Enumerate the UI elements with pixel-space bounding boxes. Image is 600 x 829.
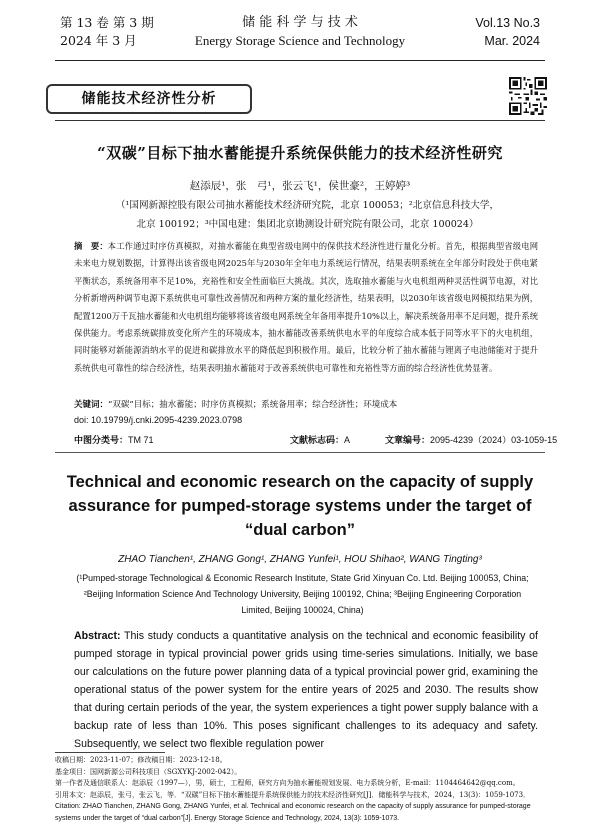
article-title-en: Technical and economic research on the capacity of supply assurance for pumped-storage systems under the target of “dual carbon” (66, 473, 534, 539)
affiliation-line: （¹国网新源控股有限公司抽水蓄能技术经济研究院，北京 100053；²北京信息科技大学， (115, 200, 500, 211)
abstract-en-label: Abstract: (74, 630, 121, 642)
footnote-cite-en: Citation: ZHAO Tianchen, ZHANG Gong, ZHANG Yunfei, et al. Technical and economic research on the capacity of supply assurance for pumped-storage systems under the target of “dual carbon”[J]. Energy Storage Science and Technology, 2024, 13(3): 1059-1073. (55, 803, 531, 822)
date-en: Mar. 2024 (484, 34, 540, 48)
clc-value: TM 71 (128, 435, 154, 445)
header-center (60, 14, 540, 50)
affiliation-line: 北京 100192；³中国电建：集团北京勘测设计研究院有限公司，北京 100024） (136, 219, 479, 230)
footnote-divider (55, 752, 165, 753)
abstract-cn-label: 摘 要： (74, 241, 108, 251)
journal-name-cn: 储 能 科 学 与 技 术 (242, 15, 358, 30)
keywords-cn-text: “双碳”目标；抽水蓄能；时序仿真模拟；系统备用率；综合经济性；环境成本 (108, 400, 398, 410)
header-right (475, 14, 540, 50)
abstract-cn (74, 238, 538, 377)
section-divider (55, 120, 545, 121)
volume-issue-en: Vol.13 No.3 (475, 16, 540, 30)
keywords-cn (74, 398, 538, 412)
doi[interactable]: doi: 10.19799/j.cnki.2095-4239.2023.0798 (74, 415, 243, 425)
affiliations-en (50, 570, 555, 618)
abstract-divider (55, 452, 545, 453)
footnote-funding: 基金项目：国网新源公司科技项目（SGXYKJ-2002-042）。 (55, 767, 242, 776)
article-number-label: 文章编号： (385, 436, 431, 446)
footnotes (55, 755, 552, 824)
date-cn: 2024 年 3 月 (60, 33, 137, 48)
authors-en: ZHAO Tianchen¹, ZHANG Gong¹, ZHANG Yunfei¹, HOU Shihao², WANG Tingting³ (118, 554, 482, 565)
abstract-en-text: This study conducts a quantitative analysis on the technical and economic feasibility of pumped storage in typical provincial power grids using time-series simulations. Initially, we base our calculations on the future power planning data of a typical provincial power grid, examining the operational status of the power system for the entire years of 2025 and 2030. The results show that during certain periods of the year, the system experiences a tight power supply balance with a backup rate of less than 10%. This poses significant challenges to its adequacy and safety. Subsequently, we select two flexible regulation power (74, 630, 538, 750)
affiliation-line: ²Beijing Information Science And Technology University, Beijing 100192, China; ³Beijing Engineering Corporation (83, 589, 522, 599)
authors-cn: 赵添辰¹，张 弓¹，张云飞¹，侯世豪²，王婷婷³ (189, 180, 411, 192)
article-number (385, 433, 557, 446)
footnote-received: 收稿日期：2023-11-07；修改稿日期：2023-12-18。 (55, 756, 227, 764)
article-number-value: 2095-4239（2024）03-1059-15 (430, 435, 558, 445)
affiliation-line: Limited, Beijing 100024, China) (241, 605, 364, 615)
section-label: 储能技术经济性分析 (46, 84, 252, 114)
affiliation-line: (¹Pumped-storage Technological & Economic Research Institute, State Grid Xinyuan Co. Ltd. Beijing 100053, China; (76, 573, 529, 583)
abstract-en (74, 627, 538, 753)
footnote-cite-cn: 引用本文：赵添辰，张弓，张云飞，等．“双碳”目标下抽水蓄能提升系统保供能力的技术经济性研究[J]．储能科学与技术，2024，13(3)：1059-1073． (55, 790, 531, 799)
header-divider (55, 60, 545, 61)
journal-name-en: Energy Storage Science and Technology (194, 33, 406, 48)
keywords-cn-label: 关键词： (74, 400, 109, 410)
footnote-author: 第一作者及通信联系人：赵添辰（1997—），男，硕士，工程师，研究方向为抽水蓄能规划发展、电力系统分析，E-mail：1104464642@qq.com。 (55, 779, 520, 787)
clc-number (74, 433, 154, 446)
clc-label: 中图分类号： (74, 436, 129, 446)
document-code-value: A (344, 435, 351, 445)
document-code (290, 433, 350, 446)
affiliations-cn (75, 196, 540, 234)
qr-code-icon[interactable] (509, 77, 547, 115)
article-title-cn: “双碳”目标下抽水蓄能提升系统保供能力的技术经济性研究 (97, 144, 503, 162)
document-code-label: 文献标志码： (290, 436, 345, 446)
volume-issue-cn: 第 13 卷 第 3 期 (60, 15, 154, 30)
abstract-cn-text: 本工作通过时序仿真模拟，对抽水蓄能在典型省级电网中的保供技术经济性进行量化分析。首先，根据典型省级电网未来电力规划数据，计算得出该省级电网2025年与2030年全年电力系统运行情况，结果表明系统在全年部分时段处于供电紧平衡状态，系统备用率不足10%，充裕性和安全性面临巨大挑战。其次，选取抽水蓄能与火电机组两种灵活性调节电源，对比分析新增两种调节电源下系统供电可靠性改善情况和两种方案的量化经济性，结果表明，以2030年该省级电网模拟结果为例，配置1200万千瓦抽水蓄能和火电机组均能够将该省级电网系统全年备用率提升10%以上，解决系统备用率不足问题，提升系统保供能力。考虑系统碳排放变化所产生的环境成本，抽水蓄能改善系统供电水平的年度综合成本低于同等水平下的火电机组，同时能够对新能源消纳水平的促进和碳排放水平的降低起到积极作用。最后，比较分析了抽水蓄能与锂离子电池储能对于提升系统供电可靠性的综合经济性，结果表明抽水蓄能对于改善系统供电可靠性和充裕性等方面的综合经济性优势显著。 (74, 241, 538, 373)
running-header (60, 14, 540, 58)
